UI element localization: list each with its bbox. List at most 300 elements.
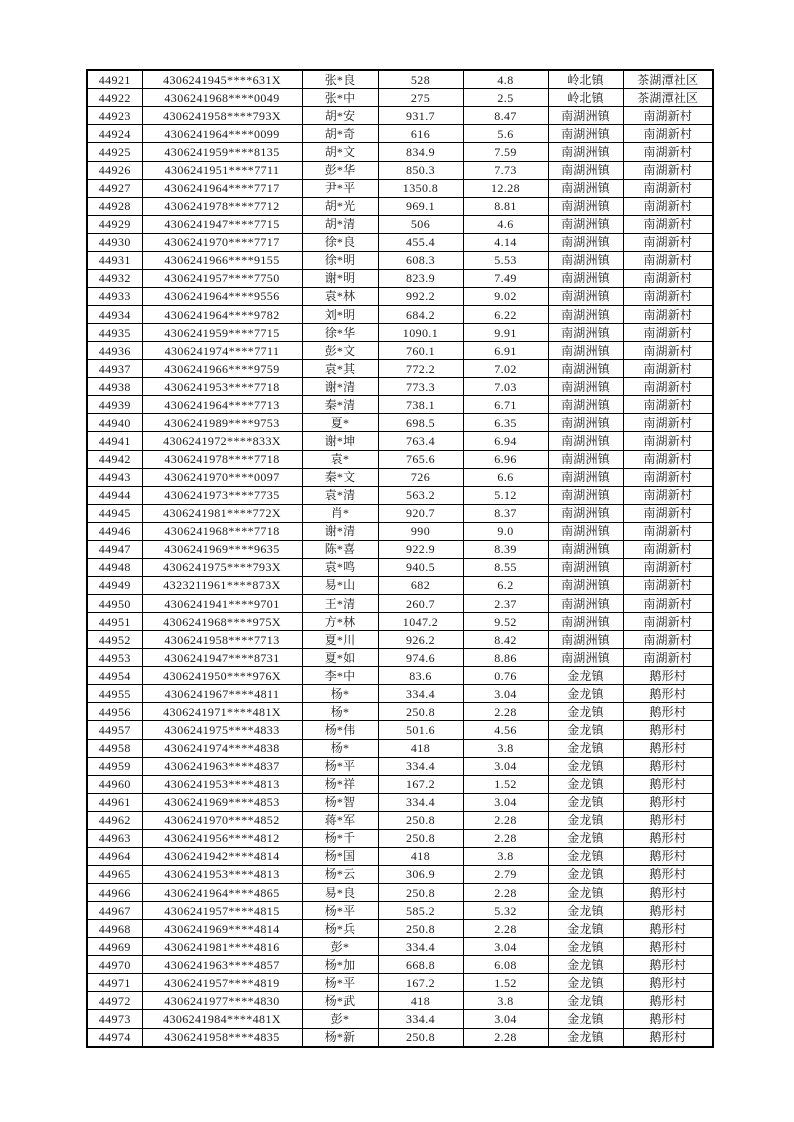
cell-village: 南湖新村 (623, 215, 713, 233)
cell-area: 2.28 (463, 920, 548, 938)
cell-town: 岭北镇 (548, 70, 623, 89)
cell-town: 金龙镇 (548, 667, 623, 685)
table-row (87, 775, 713, 793)
cell-seq: 44935 (87, 324, 142, 342)
cell-seq: 44972 (87, 992, 142, 1010)
cell-amount: 418 (378, 992, 463, 1010)
cell-area: 7.73 (463, 161, 548, 179)
table-row (87, 902, 713, 920)
cell-amount: 992.2 (378, 287, 463, 305)
table-row (87, 396, 713, 414)
cell-village: 南湖新村 (623, 378, 713, 396)
cell-seq: 44962 (87, 811, 142, 829)
cell-village: 鹅形村 (623, 974, 713, 992)
cell-town: 南湖洲镇 (548, 486, 623, 504)
table-row (87, 956, 713, 974)
cell-area: 3.04 (463, 685, 548, 703)
cell-area: 9.0 (463, 522, 548, 540)
cell-area: 6.6 (463, 468, 548, 486)
cell-id-number: 4306241973****7735 (142, 486, 302, 504)
cell-village: 南湖新村 (623, 631, 713, 649)
cell-town: 南湖洲镇 (548, 450, 623, 468)
cell-seq: 44949 (87, 576, 142, 594)
cell-amount: 760.1 (378, 342, 463, 360)
cell-id-number: 4306241970****7717 (142, 233, 302, 251)
cell-id-number: 4306241964****9782 (142, 306, 302, 324)
cell-village: 鹅形村 (623, 884, 713, 902)
table-row (87, 70, 713, 89)
cell-name: 杨*国 (302, 847, 378, 865)
cell-village: 南湖新村 (623, 486, 713, 504)
table-row (87, 432, 713, 450)
cell-seq: 44951 (87, 613, 142, 631)
cell-town: 南湖洲镇 (548, 324, 623, 342)
cell-seq: 44955 (87, 685, 142, 703)
table-row (87, 342, 713, 360)
cell-town: 金龙镇 (548, 703, 623, 721)
cell-id-number: 4306241959****8135 (142, 143, 302, 161)
cell-amount: 250.8 (378, 920, 463, 938)
cell-town: 南湖洲镇 (548, 631, 623, 649)
cell-name: 谢*明 (302, 269, 378, 287)
cell-name: 易*山 (302, 576, 378, 594)
cell-seq: 44936 (87, 342, 142, 360)
cell-amount: 823.9 (378, 269, 463, 287)
cell-village: 南湖新村 (623, 269, 713, 287)
cell-id-number: 4306241957****4815 (142, 902, 302, 920)
cell-area: 7.59 (463, 143, 548, 161)
cell-village: 鹅形村 (623, 685, 713, 703)
cell-name: 谢*清 (302, 378, 378, 396)
cell-seq: 44925 (87, 143, 142, 161)
cell-area: 7.49 (463, 269, 548, 287)
cell-seq: 44930 (87, 233, 142, 251)
cell-name: 秦*清 (302, 396, 378, 414)
cell-town: 金龙镇 (548, 829, 623, 847)
cell-amount: 940.5 (378, 558, 463, 576)
table-row (87, 89, 713, 107)
cell-town: 南湖洲镇 (548, 649, 623, 667)
cell-area: 3.8 (463, 992, 548, 1010)
cell-seq: 44921 (87, 70, 142, 89)
cell-amount: 250.8 (378, 884, 463, 902)
cell-seq: 44929 (87, 215, 142, 233)
cell-town: 南湖洲镇 (548, 161, 623, 179)
cell-town: 金龙镇 (548, 1028, 623, 1047)
cell-amount: 922.9 (378, 540, 463, 558)
cell-name: 李*中 (302, 667, 378, 685)
cell-seq: 44938 (87, 378, 142, 396)
cell-town: 金龙镇 (548, 956, 623, 974)
cell-id-number: 4306241941****9701 (142, 595, 302, 613)
table-row (87, 233, 713, 251)
cell-id-number: 4306241964****9556 (142, 287, 302, 305)
table-row (87, 161, 713, 179)
cell-name: 杨*武 (302, 992, 378, 1010)
cell-area: 6.35 (463, 414, 548, 432)
table-row (87, 920, 713, 938)
cell-id-number: 4323211961****873X (142, 576, 302, 594)
cell-town: 南湖洲镇 (548, 269, 623, 287)
cell-area: 4.14 (463, 233, 548, 251)
cell-area: 12.28 (463, 179, 548, 197)
cell-village: 南湖新村 (623, 143, 713, 161)
cell-area: 3.8 (463, 847, 548, 865)
cell-seq: 44927 (87, 179, 142, 197)
cell-seq: 44944 (87, 486, 142, 504)
table-row (87, 414, 713, 432)
cell-name: 胡*安 (302, 107, 378, 125)
table-row (87, 504, 713, 522)
table-row (87, 793, 713, 811)
cell-name: 杨*云 (302, 865, 378, 883)
cell-seq: 44957 (87, 721, 142, 739)
cell-area: 6.71 (463, 396, 548, 414)
cell-town: 南湖洲镇 (548, 251, 623, 269)
cell-town: 金龙镇 (548, 902, 623, 920)
cell-amount: 850.3 (378, 161, 463, 179)
cell-village: 鹅形村 (623, 847, 713, 865)
cell-town: 南湖洲镇 (548, 504, 623, 522)
cell-area: 5.6 (463, 125, 548, 143)
cell-town: 南湖洲镇 (548, 287, 623, 305)
cell-amount: 763.4 (378, 432, 463, 450)
cell-name: 胡*文 (302, 143, 378, 161)
table-row (87, 631, 713, 649)
cell-seq: 44939 (87, 396, 142, 414)
cell-amount: 682 (378, 576, 463, 594)
cell-town: 南湖洲镇 (548, 396, 623, 414)
cell-area: 8.37 (463, 504, 548, 522)
table-row (87, 179, 713, 197)
cell-seq: 44941 (87, 432, 142, 450)
cell-seq: 44974 (87, 1028, 142, 1047)
cell-area: 3.04 (463, 1010, 548, 1028)
cell-town: 岭北镇 (548, 89, 623, 107)
table-row (87, 721, 713, 739)
cell-name: 杨*智 (302, 793, 378, 811)
cell-village: 鹅形村 (623, 1028, 713, 1047)
cell-village: 南湖新村 (623, 306, 713, 324)
table-row (87, 251, 713, 269)
cell-seq: 44945 (87, 504, 142, 522)
table-row (87, 938, 713, 956)
cell-id-number: 4306241963****4837 (142, 757, 302, 775)
cell-seq: 44960 (87, 775, 142, 793)
cell-seq: 44937 (87, 360, 142, 378)
cell-village: 南湖新村 (623, 540, 713, 558)
cell-name: 彭* (302, 938, 378, 956)
cell-id-number: 4306241978****7718 (142, 450, 302, 468)
cell-village: 鹅形村 (623, 992, 713, 1010)
cell-amount: 1047.2 (378, 613, 463, 631)
cell-amount: 506 (378, 215, 463, 233)
cell-seq: 44956 (87, 703, 142, 721)
cell-id-number: 4306241978****7712 (142, 197, 302, 215)
cell-area: 2.79 (463, 865, 548, 883)
cell-area: 3.04 (463, 793, 548, 811)
cell-id-number: 4306241958****793X (142, 107, 302, 125)
cell-amount: 668.8 (378, 956, 463, 974)
cell-village: 鹅形村 (623, 920, 713, 938)
cell-name: 陈*喜 (302, 540, 378, 558)
cell-seq: 44970 (87, 956, 142, 974)
table-row (87, 107, 713, 125)
cell-name: 张*中 (302, 89, 378, 107)
cell-id-number: 4306241947****7715 (142, 215, 302, 233)
cell-village: 南湖新村 (623, 342, 713, 360)
cell-village: 南湖新村 (623, 161, 713, 179)
cell-village: 鹅形村 (623, 811, 713, 829)
table-row (87, 522, 713, 540)
cell-village: 南湖新村 (623, 613, 713, 631)
cell-village: 鹅形村 (623, 902, 713, 920)
cell-seq: 44966 (87, 884, 142, 902)
table-row (87, 143, 713, 161)
table-body (87, 70, 713, 1047)
cell-id-number: 4306241953****4813 (142, 865, 302, 883)
table-row (87, 613, 713, 631)
cell-town: 金龙镇 (548, 865, 623, 883)
cell-id-number: 4306241975****793X (142, 558, 302, 576)
cell-name: 袁*林 (302, 287, 378, 305)
table-row (87, 974, 713, 992)
cell-id-number: 4306241957****4819 (142, 974, 302, 992)
cell-area: 9.52 (463, 613, 548, 631)
cell-area: 6.91 (463, 342, 548, 360)
cell-seq: 44922 (87, 89, 142, 107)
cell-area: 8.55 (463, 558, 548, 576)
cell-seq: 44950 (87, 595, 142, 613)
cell-name: 杨*祥 (302, 775, 378, 793)
table-row (87, 287, 713, 305)
table-row (87, 306, 713, 324)
cell-name: 袁*其 (302, 360, 378, 378)
cell-seq: 44942 (87, 450, 142, 468)
table-row (87, 540, 713, 558)
cell-id-number: 4306241968****7718 (142, 522, 302, 540)
cell-id-number: 4306241970****0097 (142, 468, 302, 486)
cell-town: 南湖洲镇 (548, 522, 623, 540)
cell-area: 2.28 (463, 703, 548, 721)
cell-town: 金龙镇 (548, 685, 623, 703)
cell-town: 南湖洲镇 (548, 613, 623, 631)
cell-id-number: 4306241958****4835 (142, 1028, 302, 1047)
cell-area: 9.02 (463, 287, 548, 305)
cell-amount: 585.2 (378, 902, 463, 920)
cell-town: 南湖洲镇 (548, 143, 623, 161)
cell-village: 南湖新村 (623, 558, 713, 576)
cell-id-number: 4306241969****4814 (142, 920, 302, 938)
table-row (87, 324, 713, 342)
cell-town: 南湖洲镇 (548, 595, 623, 613)
cell-village: 南湖新村 (623, 360, 713, 378)
cell-id-number: 4306241977****4830 (142, 992, 302, 1010)
cell-name: 杨*兵 (302, 920, 378, 938)
cell-name: 易*良 (302, 884, 378, 902)
cell-area: 8.39 (463, 540, 548, 558)
cell-area: 2.28 (463, 829, 548, 847)
cell-amount: 306.9 (378, 865, 463, 883)
cell-area: 0.76 (463, 667, 548, 685)
cell-seq: 44963 (87, 829, 142, 847)
cell-seq: 44964 (87, 847, 142, 865)
cell-id-number: 4306241953****4813 (142, 775, 302, 793)
cell-name: 蒋*军 (302, 811, 378, 829)
cell-town: 金龙镇 (548, 721, 623, 739)
table-row (87, 685, 713, 703)
cell-amount: 684.2 (378, 306, 463, 324)
cell-id-number: 4306241974****4838 (142, 739, 302, 757)
cell-village: 南湖新村 (623, 396, 713, 414)
cell-town: 南湖洲镇 (548, 576, 623, 594)
cell-area: 3.04 (463, 757, 548, 775)
cell-amount: 334.4 (378, 793, 463, 811)
cell-amount: 250.8 (378, 829, 463, 847)
cell-id-number: 4306241956****4812 (142, 829, 302, 847)
cell-amount: 83.6 (378, 667, 463, 685)
cell-village: 茶湖潭社区 (623, 89, 713, 107)
cell-village: 鹅形村 (623, 793, 713, 811)
cell-amount: 1090.1 (378, 324, 463, 342)
cell-id-number: 4306241945****631X (142, 70, 302, 89)
cell-id-number: 4306241950****976X (142, 667, 302, 685)
cell-village: 鹅形村 (623, 739, 713, 757)
table-row (87, 992, 713, 1010)
cell-name: 夏* (302, 414, 378, 432)
table-row (87, 595, 713, 613)
cell-amount: 974.6 (378, 649, 463, 667)
cell-amount: 275 (378, 89, 463, 107)
cell-village: 鹅形村 (623, 667, 713, 685)
cell-amount: 1350.8 (378, 179, 463, 197)
cell-amount: 726 (378, 468, 463, 486)
cell-id-number: 4306241963****4857 (142, 956, 302, 974)
cell-id-number: 4306241964****0099 (142, 125, 302, 143)
table-row (87, 215, 713, 233)
cell-seq: 44948 (87, 558, 142, 576)
cell-town: 金龙镇 (548, 884, 623, 902)
cell-id-number: 4306241958****7713 (142, 631, 302, 649)
table-row (87, 1028, 713, 1047)
cell-id-number: 4306241989****9753 (142, 414, 302, 432)
cell-id-number: 4306241942****4814 (142, 847, 302, 865)
cell-town: 金龙镇 (548, 992, 623, 1010)
cell-village: 鹅形村 (623, 721, 713, 739)
cell-seq: 44947 (87, 540, 142, 558)
cell-area: 6.08 (463, 956, 548, 974)
cell-village: 南湖新村 (623, 287, 713, 305)
cell-village: 南湖新村 (623, 251, 713, 269)
cell-amount: 250.8 (378, 1028, 463, 1047)
cell-town: 南湖洲镇 (548, 468, 623, 486)
cell-village: 鹅形村 (623, 938, 713, 956)
cell-area: 6.2 (463, 576, 548, 594)
cell-village: 南湖新村 (623, 233, 713, 251)
cell-amount: 563.2 (378, 486, 463, 504)
cell-id-number: 4306241953****7718 (142, 378, 302, 396)
cell-amount: 608.3 (378, 251, 463, 269)
cell-area: 1.52 (463, 974, 548, 992)
table-row (87, 865, 713, 883)
cell-village: 南湖新村 (623, 450, 713, 468)
cell-area: 4.8 (463, 70, 548, 89)
cell-town: 南湖洲镇 (548, 107, 623, 125)
cell-village: 南湖新村 (623, 414, 713, 432)
cell-id-number: 4306241981****4816 (142, 938, 302, 956)
cell-village: 南湖新村 (623, 324, 713, 342)
cell-village: 南湖新村 (623, 107, 713, 125)
table-row (87, 811, 713, 829)
cell-village: 鹅形村 (623, 865, 713, 883)
cell-name: 彭*华 (302, 161, 378, 179)
cell-town: 南湖洲镇 (548, 378, 623, 396)
cell-area: 2.28 (463, 811, 548, 829)
cell-name: 袁* (302, 450, 378, 468)
cell-town: 南湖洲镇 (548, 179, 623, 197)
cell-amount: 334.4 (378, 938, 463, 956)
cell-area: 2.28 (463, 884, 548, 902)
cell-name: 杨*平 (302, 757, 378, 775)
cell-town: 南湖洲镇 (548, 558, 623, 576)
cell-name: 肖* (302, 504, 378, 522)
cell-village: 鹅形村 (623, 956, 713, 974)
table-row (87, 360, 713, 378)
cell-village: 南湖新村 (623, 432, 713, 450)
cell-name: 胡*奇 (302, 125, 378, 143)
cell-name: 秦*文 (302, 468, 378, 486)
cell-amount: 250.8 (378, 703, 463, 721)
table-row (87, 450, 713, 468)
cell-name: 杨*新 (302, 1028, 378, 1047)
cell-area: 8.42 (463, 631, 548, 649)
cell-seq: 44973 (87, 1010, 142, 1028)
cell-name: 胡*光 (302, 197, 378, 215)
cell-id-number: 4306241981****772X (142, 504, 302, 522)
cell-id-number: 4306241966****9759 (142, 360, 302, 378)
cell-name: 方*林 (302, 613, 378, 631)
cell-amount: 167.2 (378, 775, 463, 793)
cell-village: 南湖新村 (623, 595, 713, 613)
cell-name: 刘*明 (302, 306, 378, 324)
cell-village: 鹅形村 (623, 1010, 713, 1028)
table-row (87, 884, 713, 902)
cell-town: 南湖洲镇 (548, 197, 623, 215)
cell-seq: 44924 (87, 125, 142, 143)
cell-village: 南湖新村 (623, 576, 713, 594)
cell-id-number: 4306241964****7713 (142, 396, 302, 414)
cell-area: 8.86 (463, 649, 548, 667)
table-row (87, 1010, 713, 1028)
cell-amount: 931.7 (378, 107, 463, 125)
cell-amount: 334.4 (378, 757, 463, 775)
cell-town: 南湖洲镇 (548, 125, 623, 143)
table-row (87, 197, 713, 215)
cell-amount: 834.9 (378, 143, 463, 161)
cell-town: 南湖洲镇 (548, 432, 623, 450)
cell-name: 夏*如 (302, 649, 378, 667)
cell-town: 金龙镇 (548, 974, 623, 992)
cell-amount: 418 (378, 739, 463, 757)
cell-seq: 44965 (87, 865, 142, 883)
cell-name: 杨*加 (302, 956, 378, 974)
cell-town: 金龙镇 (548, 938, 623, 956)
cell-name: 彭* (302, 1010, 378, 1028)
cell-town: 金龙镇 (548, 920, 623, 938)
table-row (87, 378, 713, 396)
cell-seq: 44932 (87, 269, 142, 287)
cell-id-number: 4306241966****9155 (142, 251, 302, 269)
